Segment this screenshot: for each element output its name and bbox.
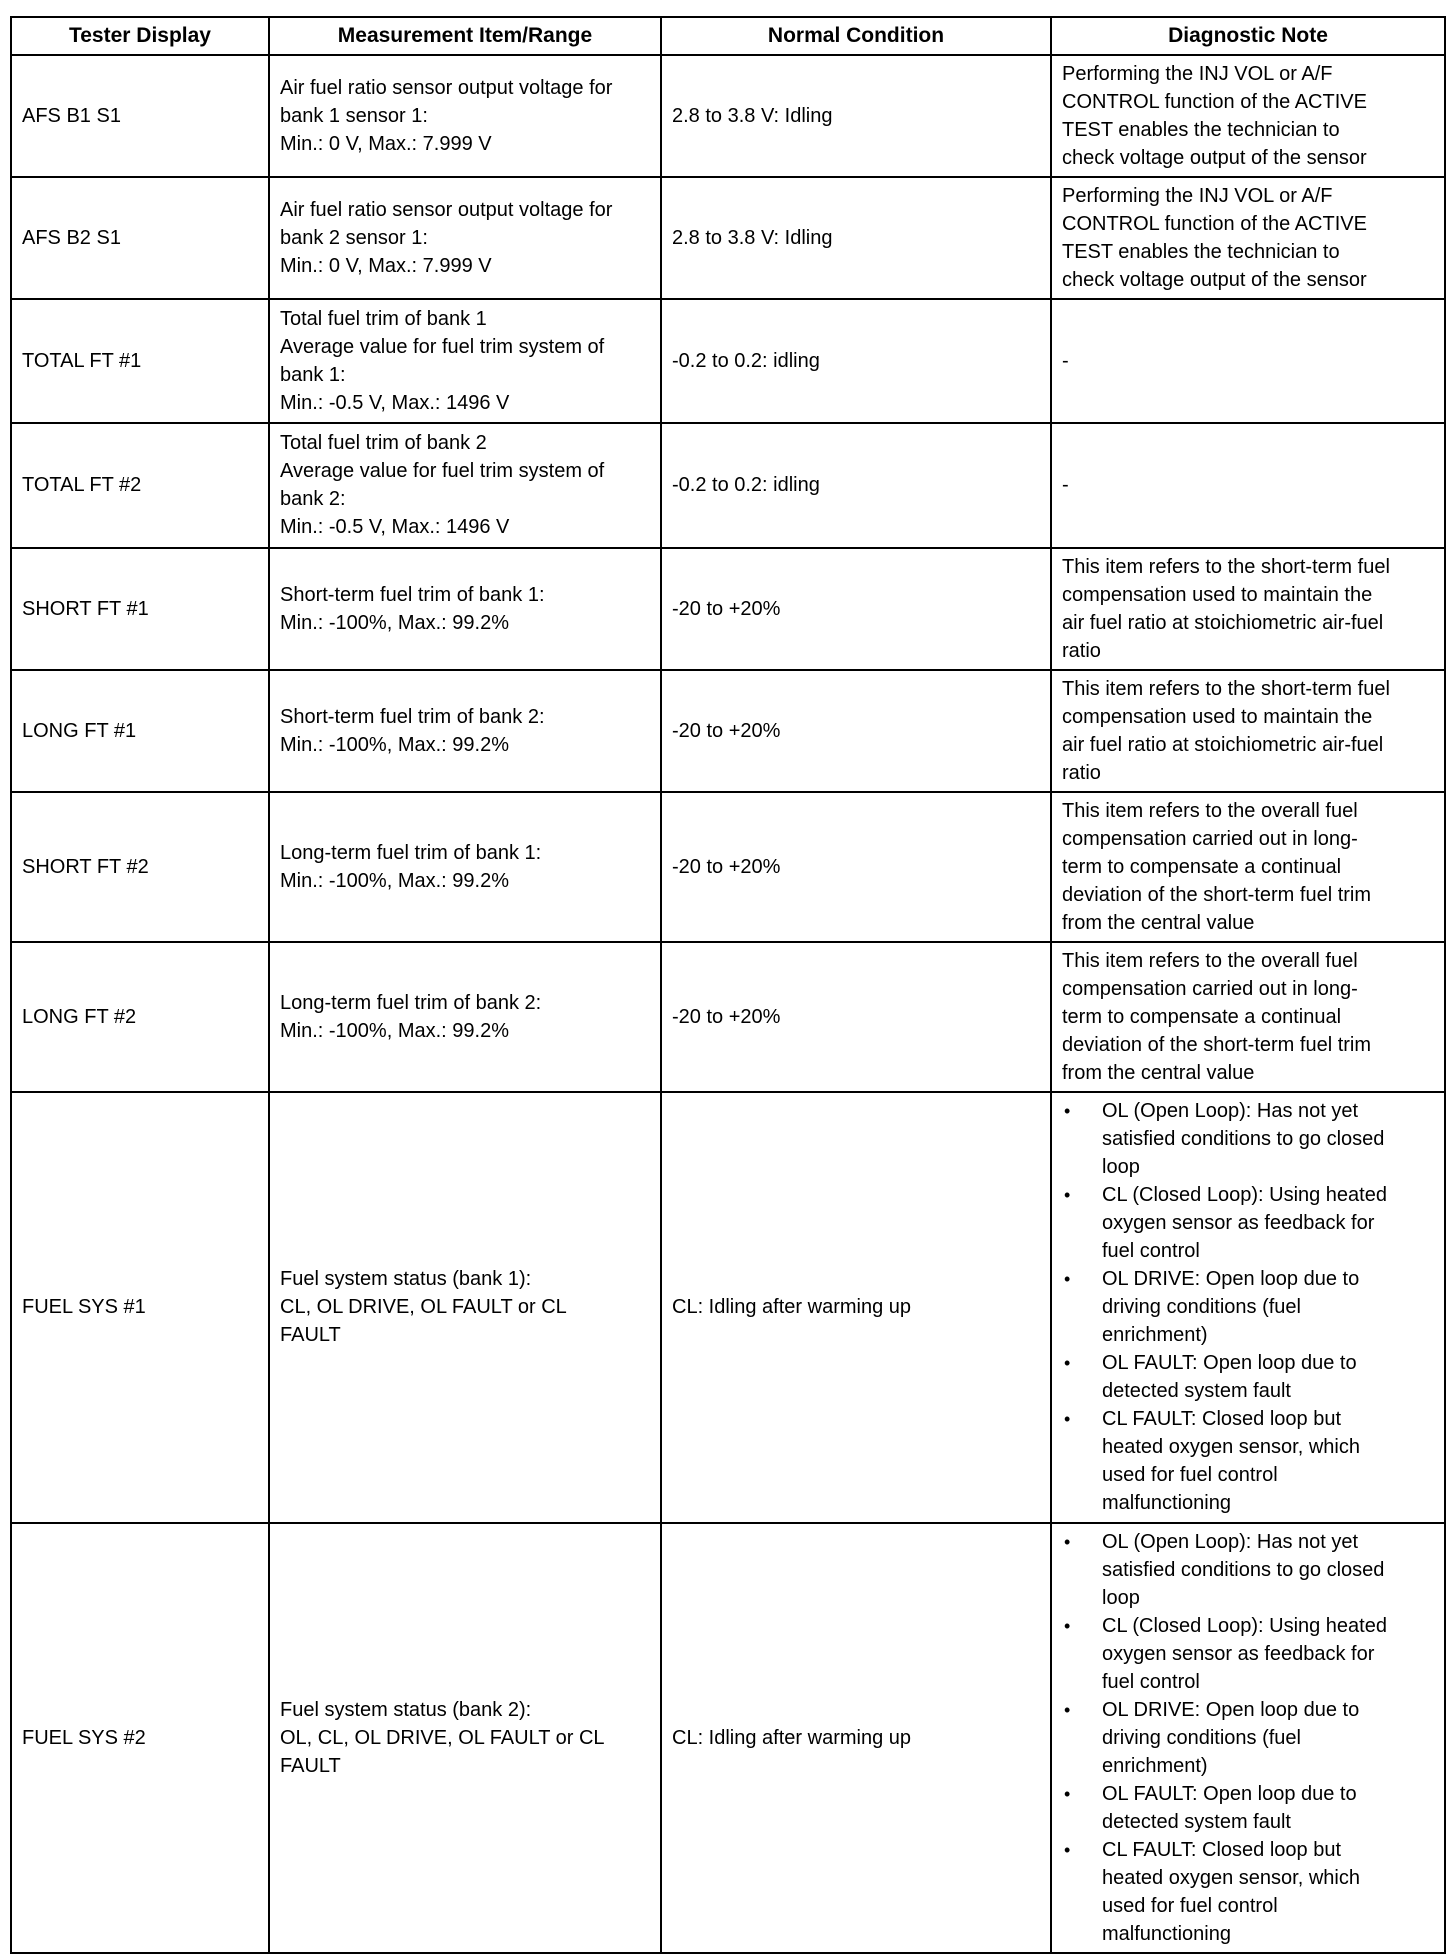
normal-condition-cell: -20 to +20% [661, 792, 1051, 942]
note-line: • CL FAULT: Closed loop but [1102, 1408, 1342, 1431]
note-line: driving conditions (fuel [1102, 1296, 1301, 1319]
tester-display-cell: AFS B1 S1 [11, 55, 269, 177]
note-bullet-item [1062, 1696, 1434, 1780]
table-row [11, 299, 1445, 423]
diagnostic-note-cell [1051, 177, 1445, 299]
diagnostic-note-cell [1051, 1092, 1445, 1522]
measurement-cell [269, 548, 661, 670]
measurement-line: Min.: 0 V, Max.: 7.999 V [280, 255, 492, 278]
note-bullet-item [1062, 1780, 1434, 1836]
diagnostic-note-cell [1051, 55, 1445, 177]
measurement-line: Long-term fuel trim of bank 1: [280, 841, 542, 864]
note-line: used for fuel control [1102, 1464, 1278, 1487]
note-line: compensation carried out in long- [1062, 827, 1358, 850]
measurement-cell [269, 792, 661, 942]
measurement-cell [269, 670, 661, 792]
header-row [11, 17, 1445, 55]
measurement-line: Min.: -100%, Max.: 99.2% [280, 733, 509, 756]
table-row [11, 670, 1445, 792]
measurement-line: Min.: -0.5 V, Max.: 1496 V [280, 516, 510, 539]
table-row [11, 55, 1445, 177]
column-header: Diagnostic Note [1051, 17, 1445, 55]
diagnostic-note-cell [1051, 792, 1445, 942]
measurement-line: Short-term fuel trim of bank 2: [280, 705, 545, 728]
tester-display-cell: TOTAL FT #1 [11, 299, 269, 423]
note-line: • OL FAULT: Open loop due to [1102, 1782, 1357, 1805]
tester-display-cell: LONG FT #2 [11, 942, 269, 1092]
note-line: • OL DRIVE: Open loop due to [1102, 1268, 1360, 1291]
note-line: malfunctioning [1102, 1922, 1231, 1945]
table-row [11, 792, 1445, 942]
measurement-cell [269, 1523, 661, 1953]
note-line: loop [1102, 1586, 1140, 1609]
measurement-line: Air fuel ratio sensor output voltage for [280, 199, 613, 222]
measurement-line: Average value for fuel trim system of [280, 336, 605, 359]
note-line: • OL FAULT: Open loop due to [1102, 1352, 1357, 1375]
measurement-line: OL, CL, OL DRIVE, OL FAULT or CL [280, 1726, 605, 1749]
table-row [11, 548, 1445, 670]
measurement-line: Min.: 0 V, Max.: 7.999 V [280, 133, 492, 156]
tester-display-cell: FUEL SYS #1 [11, 1092, 269, 1522]
diagnostic-note-cell [1051, 548, 1445, 670]
measurement-line: Total fuel trim of bank 1 [280, 308, 487, 331]
measurement-line: Fuel system status (bank 2): [280, 1698, 532, 1721]
note-line: compensation carried out in long- [1062, 977, 1358, 1000]
measurement-cell [269, 55, 661, 177]
measurement-line: Min.: -100%, Max.: 99.2% [280, 869, 509, 892]
tester-display-cell: TOTAL FT #2 [11, 423, 269, 547]
measurement-line: FAULT [280, 1754, 341, 1777]
note-line: • CL (Closed Loop): Using heated [1102, 1614, 1387, 1637]
tester-display-cell: FUEL SYS #2 [11, 1523, 269, 1953]
note-bullet-item [1062, 1097, 1434, 1181]
measurement-cell [269, 177, 661, 299]
measurement-line: Min.: -0.5 V, Max.: 1496 V [280, 392, 510, 415]
note-line: from the central value [1062, 1061, 1255, 1084]
note-line: oxygen sensor as feedback for [1102, 1642, 1375, 1665]
measurement-line: Total fuel trim of bank 2 [280, 432, 487, 455]
note-line: oxygen sensor as feedback for [1102, 1212, 1375, 1235]
note-line: • OL (Open Loop): Has not yet [1102, 1530, 1359, 1553]
normal-condition-cell: -20 to +20% [661, 548, 1051, 670]
table-row [11, 177, 1445, 299]
normal-condition-cell: -0.2 to 0.2: idling [661, 299, 1051, 423]
note-line: term to compensate a continual [1062, 855, 1342, 878]
note-line: ratio [1062, 639, 1101, 662]
measurement-line: FAULT [280, 1324, 341, 1347]
diagnostic-note-cell [1051, 423, 1445, 547]
normal-condition-cell: -0.2 to 0.2: idling [661, 423, 1051, 547]
measurement-line: bank 1: [280, 364, 346, 387]
note-line: loop [1102, 1156, 1140, 1179]
note-line: detected system fault [1102, 1810, 1291, 1833]
normal-condition-cell: CL: Idling after warming up [661, 1523, 1051, 1953]
note-line: malfunctioning [1102, 1492, 1231, 1515]
tester-display-cell: SHORT FT #1 [11, 548, 269, 670]
note-line: - [1062, 474, 1069, 497]
note-line: compensation used to maintain the [1062, 705, 1373, 728]
note-bullet-item [1062, 1612, 1434, 1696]
table-row [11, 423, 1445, 547]
note-line: • CL (Closed Loop): Using heated [1102, 1184, 1387, 1207]
measurement-line: Long-term fuel trim of bank 2: [280, 991, 542, 1014]
measurement-line: bank 2: [280, 488, 346, 511]
note-line: heated oxygen sensor, which [1102, 1866, 1360, 1889]
column-header: Tester Display [11, 17, 269, 55]
measurement-line: Min.: -100%, Max.: 99.2% [280, 1019, 509, 1042]
note-bullet-item [1062, 1405, 1434, 1517]
measurement-cell [269, 942, 661, 1092]
normal-condition-cell: 2.8 to 3.8 V: Idling [661, 55, 1051, 177]
note-line: air fuel ratio at stoichiometric air-fuel [1062, 733, 1384, 756]
measurement-line: bank 1 sensor 1: [280, 105, 428, 128]
diagnostic-note-cell [1051, 670, 1445, 792]
measurement-cell [269, 1092, 661, 1522]
note-line: enrichment) [1102, 1324, 1208, 1347]
tester-display-cell: AFS B2 S1 [11, 177, 269, 299]
note-line: This item refers to the overall fuel [1062, 799, 1358, 822]
measurement-line: bank 2 sensor 1: [280, 227, 428, 250]
note-line: Performing the INJ VOL or A/F [1062, 63, 1333, 86]
note-line: - [1062, 350, 1069, 373]
column-header: Normal Condition [661, 17, 1051, 55]
table-body [11, 55, 1445, 1953]
note-line: • OL DRIVE: Open loop due to [1102, 1698, 1360, 1721]
column-header: Measurement Item/Range [269, 17, 661, 55]
measurement-cell [269, 299, 661, 423]
note-line: detected system fault [1102, 1380, 1291, 1403]
normal-condition-cell: 2.8 to 3.8 V: Idling [661, 177, 1051, 299]
note-line: TEST enables the technician to [1062, 241, 1340, 264]
measurement-line: Min.: -100%, Max.: 99.2% [280, 611, 509, 634]
note-line: fuel control [1102, 1670, 1200, 1693]
note-line: CONTROL function of the ACTIVE [1062, 213, 1367, 236]
table-row [11, 942, 1445, 1092]
note-bullet-item [1062, 1265, 1434, 1349]
diagnostic-note-cell [1051, 942, 1445, 1092]
note-bullet-item [1062, 1836, 1434, 1948]
diagnostic-note-cell [1051, 299, 1445, 423]
note-line: driving conditions (fuel [1102, 1726, 1301, 1749]
note-line: term to compensate a continual [1062, 1005, 1342, 1028]
measurement-cell [269, 423, 661, 547]
note-line: • CL FAULT: Closed loop but [1102, 1838, 1342, 1861]
diagnostic-note-cell [1051, 1523, 1445, 1953]
note-line: check voltage output of the sensor [1062, 269, 1367, 292]
measurement-line: Fuel system status (bank 1): [280, 1268, 532, 1291]
note-bullet-list [1062, 1528, 1434, 1948]
note-line: satisfied conditions to go closed [1102, 1558, 1385, 1581]
note-line: This item refers to the overall fuel [1062, 949, 1358, 972]
tester-display-cell: LONG FT #1 [11, 670, 269, 792]
note-line: enrichment) [1102, 1754, 1208, 1777]
note-line: air fuel ratio at stoichiometric air-fuel [1062, 611, 1384, 634]
measurement-line: Air fuel ratio sensor output voltage for [280, 77, 613, 100]
measurement-line: CL, OL DRIVE, OL FAULT or CL [280, 1296, 567, 1319]
note-line: This item refers to the short-term fuel [1062, 677, 1390, 700]
normal-condition-cell: CL: Idling after warming up [661, 1092, 1051, 1522]
note-line: deviation of the short-term fuel trim [1062, 1033, 1372, 1056]
note-line: • OL (Open Loop): Has not yet [1102, 1100, 1359, 1123]
note-line: used for fuel control [1102, 1894, 1278, 1917]
normal-condition-cell: -20 to +20% [661, 670, 1051, 792]
normal-condition-cell: -20 to +20% [661, 942, 1051, 1092]
note-line: Performing the INJ VOL or A/F [1062, 185, 1333, 208]
note-line: deviation of the short-term fuel trim [1062, 883, 1372, 906]
measurement-line: Short-term fuel trim of bank 1: [280, 583, 545, 606]
tester-display-cell: SHORT FT #2 [11, 792, 269, 942]
note-line: ratio [1062, 761, 1101, 784]
note-bullet-item [1062, 1349, 1434, 1405]
table-row [11, 1092, 1445, 1522]
table-row [11, 1523, 1445, 1953]
note-line: heated oxygen sensor, which [1102, 1436, 1360, 1459]
note-bullet-item [1062, 1528, 1434, 1612]
note-line: This item refers to the short-term fuel [1062, 555, 1390, 578]
note-bullet-item [1062, 1181, 1434, 1265]
note-line: TEST enables the technician to [1062, 119, 1340, 142]
note-line: check voltage output of the sensor [1062, 147, 1367, 170]
note-line: CONTROL function of the ACTIVE [1062, 91, 1367, 114]
note-line: fuel control [1102, 1240, 1200, 1263]
note-line: from the central value [1062, 911, 1255, 934]
measurement-line: Average value for fuel trim system of [280, 460, 605, 483]
note-bullet-list [1062, 1097, 1434, 1517]
note-line: satisfied conditions to go closed [1102, 1128, 1385, 1151]
data-table [10, 16, 1446, 1954]
note-line: compensation used to maintain the [1062, 583, 1373, 606]
